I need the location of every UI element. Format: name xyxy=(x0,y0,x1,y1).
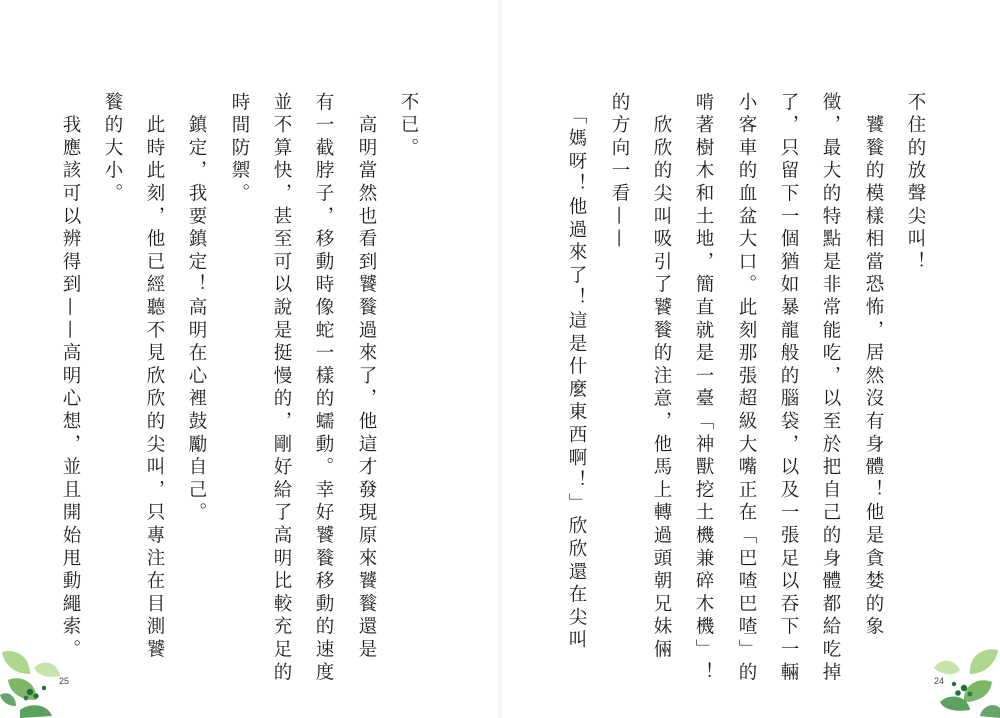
text-column: 並不算快，甚至可以說是挺慢的，剛好給了高明比較充足的 xyxy=(271,92,292,685)
text-column: 了，只留下一個猶如暴龍般的腦袋，以及一張足以吞下一輛 xyxy=(778,92,799,685)
leaves xyxy=(934,649,1000,718)
text-column: 此時此刻，他已經聽不見欣欣的尖叫，只專注在目測饕 xyxy=(144,92,165,662)
text-column: 有一截脖子，移動時像蛇一樣的蠕動。幸好饕餮移動的速度 xyxy=(313,92,334,685)
text-column: 我應該可以辨得到——高明心想，並且開始甩動繩索。 xyxy=(60,92,81,662)
text-column: 啃著樹木和土地，簡直就是一臺「神獸挖土機兼碎木機」！ xyxy=(693,92,714,685)
page-number: 25 xyxy=(59,676,70,686)
text-column: 時間防禦。 xyxy=(229,92,250,206)
text-column: 不住的放聲尖叫！ xyxy=(905,92,926,275)
book-gutter xyxy=(497,0,503,718)
text-column: 鎮定，我要鎮定！高明在心裡鼓勵自己。 xyxy=(186,92,207,526)
leaf-decoration-icon xyxy=(0,640,70,718)
text-column: 高明當然也看到饕餮過來了，他這才發現原來饕餮還是 xyxy=(356,92,377,662)
text-column: 饕餮的模樣相當恐怖，居然沒有身體！他是貪婪的象 xyxy=(863,92,884,640)
text-column: 徵，最大的特點是非常能吃，以至於把自己的身體都給吃掉 xyxy=(820,92,841,685)
leaf-decoration-icon xyxy=(920,640,1000,718)
page-number: 24 xyxy=(934,676,945,686)
text-column: 的方向一看—— xyxy=(609,92,630,252)
text-column: 「媽呀！他過來了！這是什麼東西啊！」欣欣還在尖叫 xyxy=(566,92,587,653)
text-column: 不已。 xyxy=(398,92,419,161)
text-column: 餮的大小。 xyxy=(102,92,123,206)
leaves xyxy=(0,651,60,718)
text-column: 小客車的血盆大口。此刻那張超級大嘴正在「巴喳巴喳」的 xyxy=(736,92,757,685)
text-column: 欣欣的尖叫吸引了饕餮的注意，他馬上轉過頭朝兄妹倆 xyxy=(651,92,672,662)
